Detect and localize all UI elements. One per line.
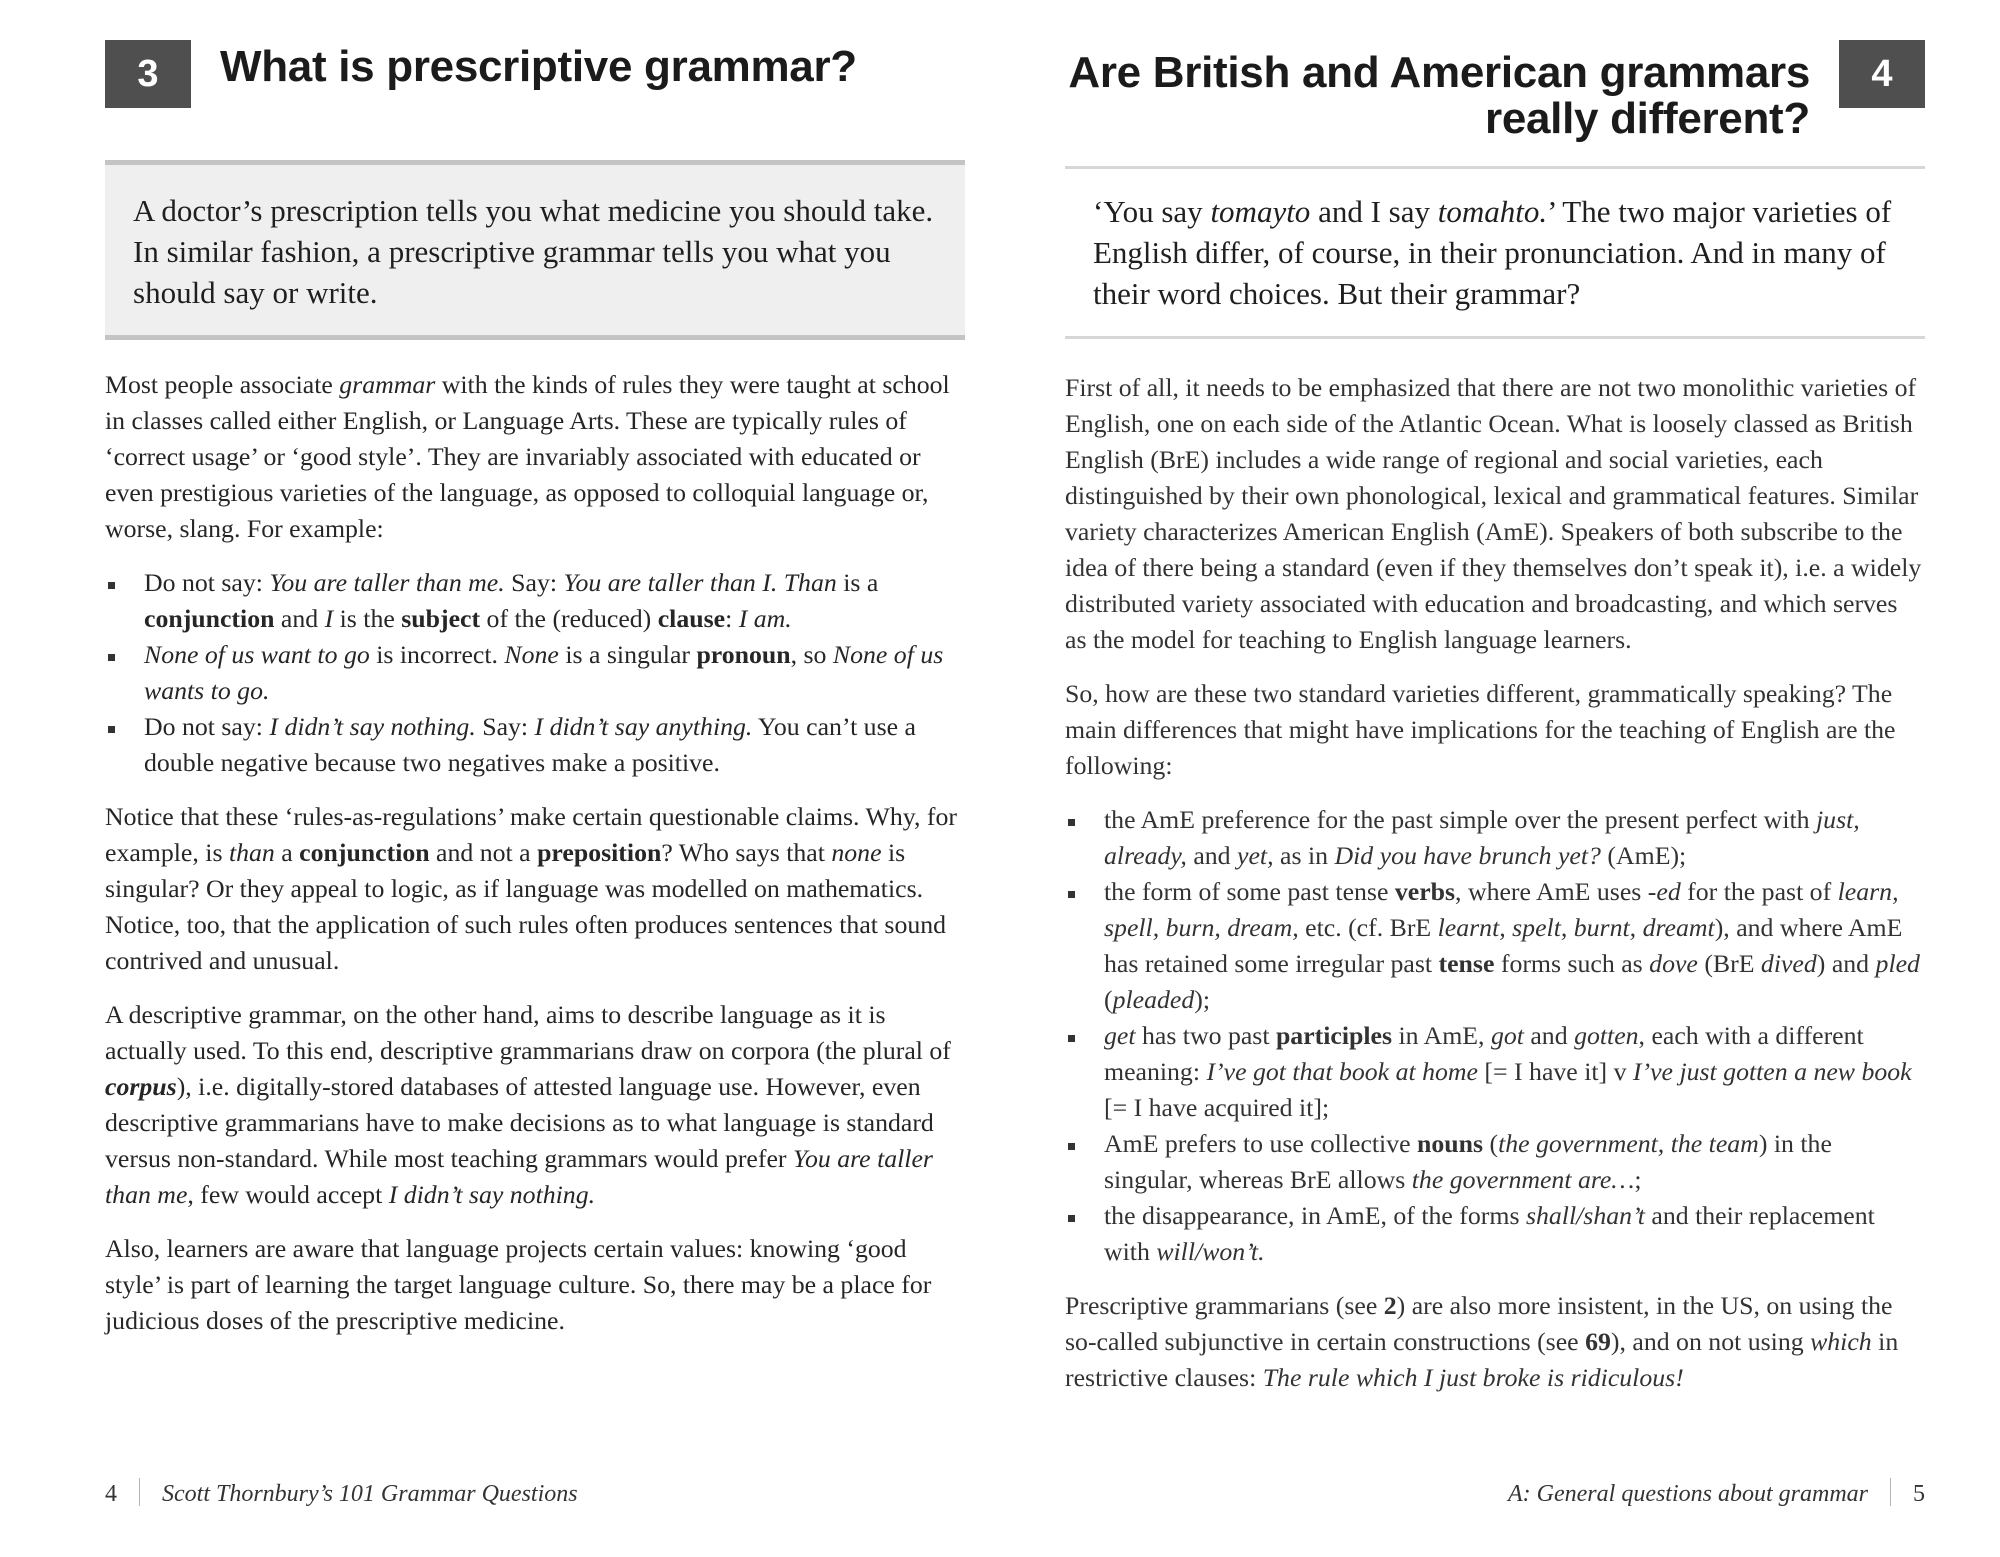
section-number-badge: 3 <box>105 40 191 108</box>
body-text <box>1065 370 1925 1414</box>
paragraph: Prescriptive grammarians (see 2) are also more insistent, in the US, on using the so-called subjunctive in certain constructions (see 69), and on not using which in restrictive clauses: The rule which I just broke is ridiculous! <box>1065 1291 1899 1392</box>
section-number-badge: 4 <box>1839 40 1925 108</box>
list-item: Do not say: You are taller than me. Say: You are taller than I. Than is a conjunction and I is the subject of the (reduced) clause: I am. <box>105 565 965 637</box>
page-footer <box>1508 1478 1925 1508</box>
list-item: Do not say: I didn’t say nothing. Say: I didn’t say anything. You can’t use a double negative because two negatives make a positive. <box>105 709 965 781</box>
list-item: the AmE preference for the past simple over the present perfect with just, already, and yet, as in Did you have brunch yet? (AmE); <box>1065 802 1925 874</box>
section-title: Are British and American grammars really different? <box>1068 48 1810 143</box>
intro-box <box>1065 166 1925 339</box>
example-list <box>105 565 965 781</box>
page-footer <box>105 1478 578 1508</box>
body-text <box>105 367 965 1357</box>
list-item: None of us want to go is incorrect. None is a singular pronoun, so None of us wants to go. <box>105 637 965 709</box>
list-item: AmE prefers to use collective nouns (the government, the team) in the singular, whereas BrE allows the government are…; <box>1065 1126 1925 1198</box>
footer-divider <box>139 1478 140 1506</box>
paragraph: Notice that these ‘rules-as-regulations’ make certain questionable claims. Why, for example, is than a conjunction and not a preposition? Who says that none is singular? Or they appeal to logic, as if language was modelled on mathematics. Notice, too, that the application of such rules often produces sentences that sound contrived and unusual. <box>105 802 957 975</box>
page-number: 5 <box>1913 1481 1925 1507</box>
paragraph: Also, learners are aware that language projects certain values: knowing ‘good style’ is part of learning the target language culture. So, there may be a place for judicious doses of the prescriptive medicine. <box>105 1234 932 1335</box>
list-item: get has two past participles in AmE, got and gotten, each with a different meaning: I’ve got that book at home [= I have it] v I’ve just gotten a new book [= I have acquired it]; <box>1065 1018 1925 1126</box>
paragraph: So, how are these two standard varieties different, grammatically speaking? The main differences that might have implications for the teaching of English are the following: <box>1065 679 1896 780</box>
book-title: Scott Thornbury’s 101 Grammar Questions <box>162 1481 578 1507</box>
page-number: 4 <box>105 1481 117 1507</box>
section-title: What is prescriptive grammar? <box>220 42 857 91</box>
right-page <box>1065 0 1925 1557</box>
chapter-title: A: General questions about grammar <box>1508 1481 1868 1507</box>
intro-text: ‘You say tomayto and I say tomahto.’ The two major varieties of English differ, of course, in their pronunciation. And in many of their word choices. But their grammar? <box>1093 194 1892 311</box>
list-item: the disappearance, in AmE, of the forms shall/shan’t and their replacement with will/won’t. <box>1065 1198 1925 1270</box>
differences-list <box>1065 802 1925 1270</box>
list-item: the form of some past tense verbs, where AmE uses -ed for the past of learn, spell, burn, dream, etc. (cf. BrE learnt, spelt, burnt, dreamt), and where AmE has retained some irregular past tense forms such as dove (BrE dived) and pled (pleaded); <box>1065 874 1925 1018</box>
footer-divider <box>1890 1478 1891 1506</box>
intro-text: A doctor’s prescription tells you what medicine you should take. In similar fashion, a prescriptive grammar tells you what you should say or write. <box>133 193 934 310</box>
intro-box <box>105 160 965 340</box>
paragraph: First of all, it needs to be emphasized that there are not two monolithic varieties of English, one on each side of the Atlantic Ocean. What is loosely classed as British English (BrE) includes a wide range of regional and social varieties, each distinguished by their own phonological, lexical and grammatical features. Similar variety characterizes American English (AmE). Speakers of both subscribe to the idea of there being a standard (even if they themselves don’t speak it), i.e. a widely distributed variety associated with education and broadcasting, and which serves as the model for teaching to English language learners. <box>1065 373 1922 654</box>
paragraph: Most people associate grammar with the kinds of rules they were taught at school in classes called either English, or Language Arts. These are typically rules of ‘correct usage’ or ‘good style’. They are invariably associated with educated or even prestigious varieties of the language, as opposed to colloquial language or, worse, slang. For example: <box>105 370 950 543</box>
left-page <box>105 0 965 1557</box>
paragraph: A descriptive grammar, on the other hand, aims to describe language as it is actually used. To this end, descriptive grammarians draw on corpora (the plural of corpus), i.e. digitally-stored databases of attested language use. However, even descriptive grammarians have to make decisions as to what language is standard versus non-standard. While most teaching grammars would prefer You are taller than me, few would accept I didn’t say nothing. <box>105 1000 951 1209</box>
